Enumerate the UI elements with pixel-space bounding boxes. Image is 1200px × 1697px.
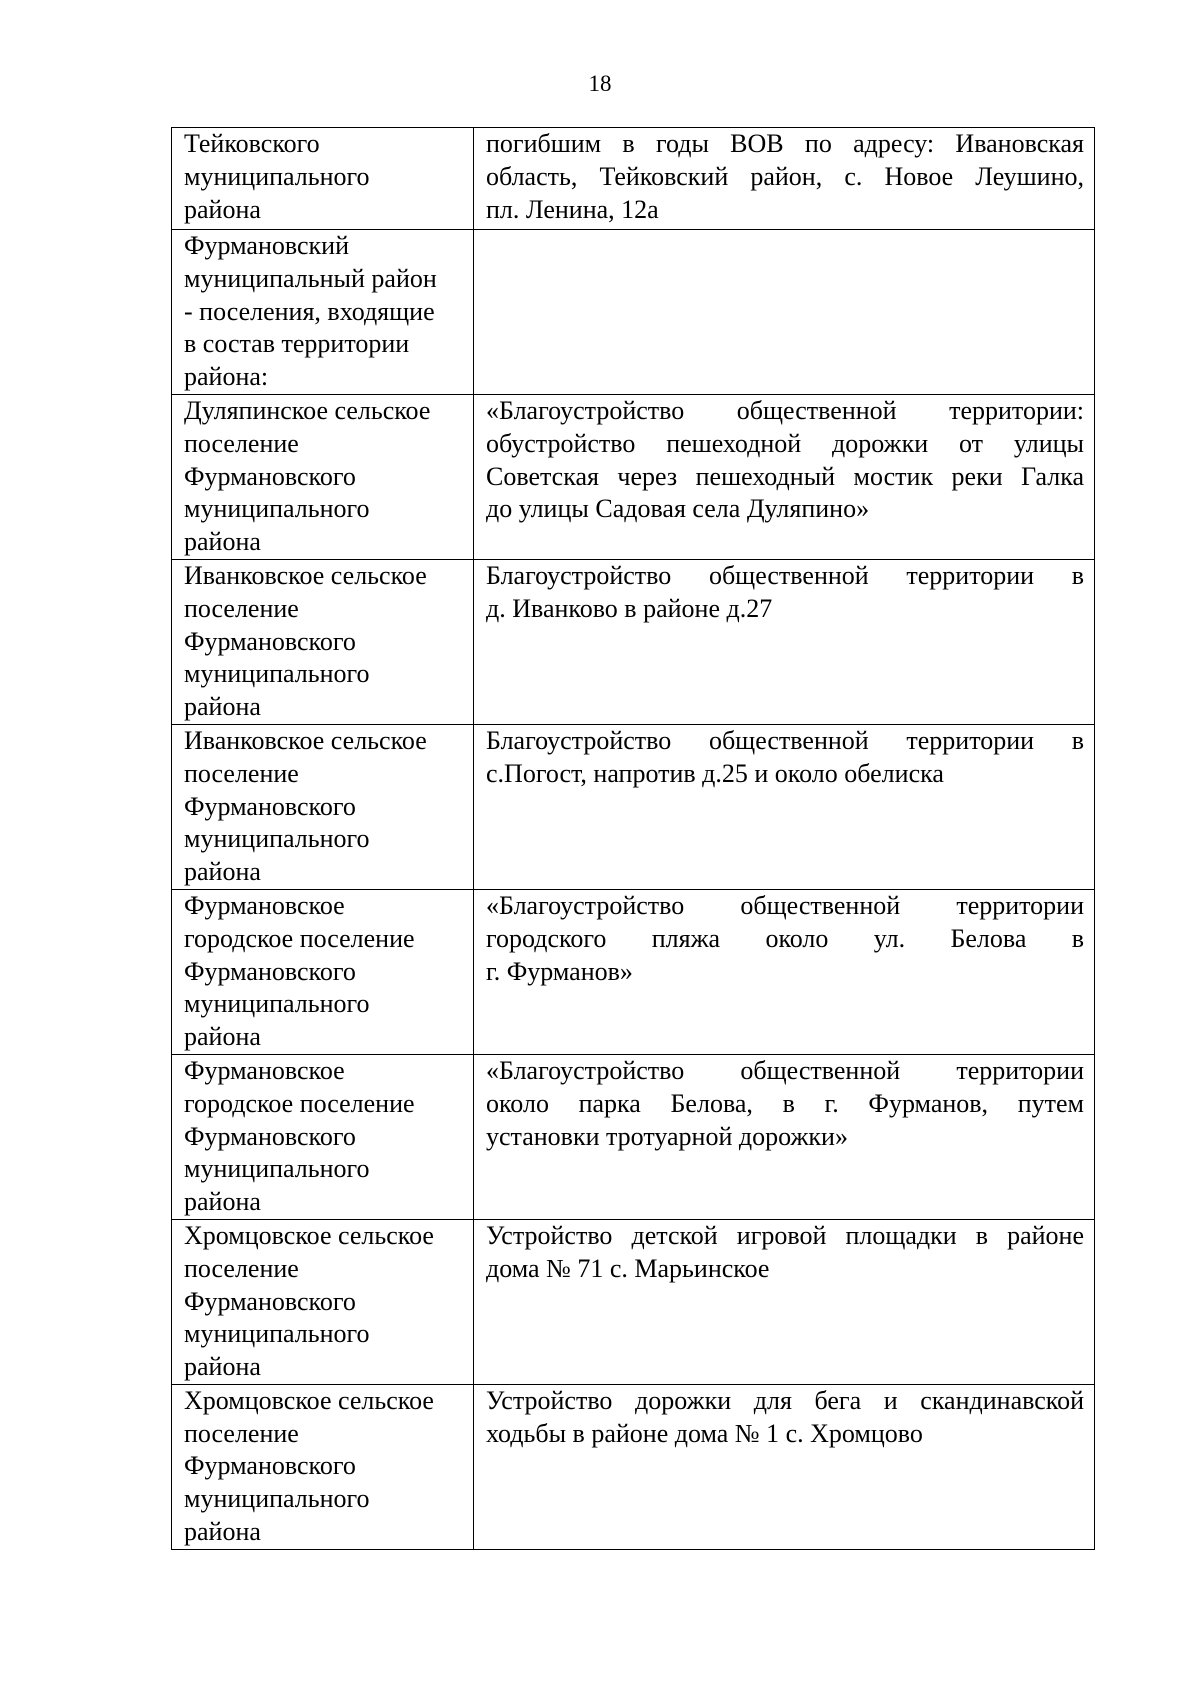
table-row [172,128,1095,230]
project-text-line: городского пляжа около ул. Белова в [486,923,1084,953]
project-text-line: Устройство дорожки для бега и скандинавской [486,1385,1084,1415]
project-text-line: Советская через пешеходный мостик реки Галка [486,461,1084,491]
project-text-line: пл. Ленина, 12а [486,194,659,224]
project-text-line: с.Погост, напротив д.25 и около обелиска [486,758,944,788]
table-row [172,394,1095,559]
project-text-line: установки тротуарной дорожки» [486,1121,848,1151]
project-text-line: «Благоустройство общественной территории [486,1055,1084,1085]
project-text-line: до улицы Садовая села Дуляпино» [486,494,870,524]
project-text-line: Благоустройство общественной территории в [486,560,1084,590]
municipality-cell: Дуляпинское сельское поселение Фурмановского муниципального района [172,394,474,559]
project-text-line: «Благоустройство общественной территории: [486,395,1084,425]
table-body [172,128,1095,1550]
project-cell [474,230,1095,395]
municipality-cell: Тейковского муниципального района [172,128,474,230]
municipality-cell: Фурмановское городское поселение Фурмановского муниципального района [172,1054,474,1219]
municipality-cell: Фурмановское городское поселение Фурмановского муниципального района [172,889,474,1054]
project-cell [474,1054,1095,1219]
project-text-line: обустройство пешеходной дорожки от улицы [486,428,1084,458]
table-row [172,1054,1095,1219]
project-cell [474,1384,1095,1549]
project-text-line: Устройство детской игровой площадки в районе [486,1220,1084,1250]
project-text-line: «Благоустройство общественной территории [486,890,1084,920]
project-cell [474,889,1095,1054]
table-row [172,1219,1095,1384]
municipality-cell: Иванковское сельское поселение Фурмановского муниципального района [172,559,474,724]
project-text-line: д. Иванково в районе д.27 [486,593,773,623]
project-cell [474,128,1095,230]
project-text-line: г. Фурманов» [486,956,633,986]
project-cell [474,1219,1095,1384]
project-text-line: погибшим в годы ВОВ по адресу: Ивановская [486,129,1084,158]
project-cell [474,559,1095,724]
municipality-cell: Хромцовское сельское поселение Фурмановского муниципального района [172,1384,474,1549]
projects-table [171,127,1095,1550]
table-row [172,889,1095,1054]
project-text-line: ходьбы в районе дома № 1 с. Хромцово [486,1418,923,1448]
table-row [172,1384,1095,1549]
project-text-line: Благоустройство общественной территории в [486,725,1084,755]
table-row [172,724,1095,889]
page-number: 18 [588,71,612,96]
project-text-line: область, Тейковский район, с. Новое Леушино, [486,161,1084,191]
municipality-cell: Хромцовское сельское поселение Фурмановского муниципального района [172,1219,474,1384]
municipality-cell: Иванковское сельское поселение Фурмановского муниципального района [172,724,474,889]
table-row [172,230,1095,395]
table-row [172,559,1095,724]
project-cell [474,724,1095,889]
project-text-line: дома № 71 с. Марьинское [486,1253,770,1283]
project-cell [474,394,1095,559]
project-text-line: около парка Белова, в г. Фурманов, путем [486,1088,1084,1118]
municipality-cell: Фурмановский муниципальный район - поселения, входящие в состав территории района: [172,230,474,395]
